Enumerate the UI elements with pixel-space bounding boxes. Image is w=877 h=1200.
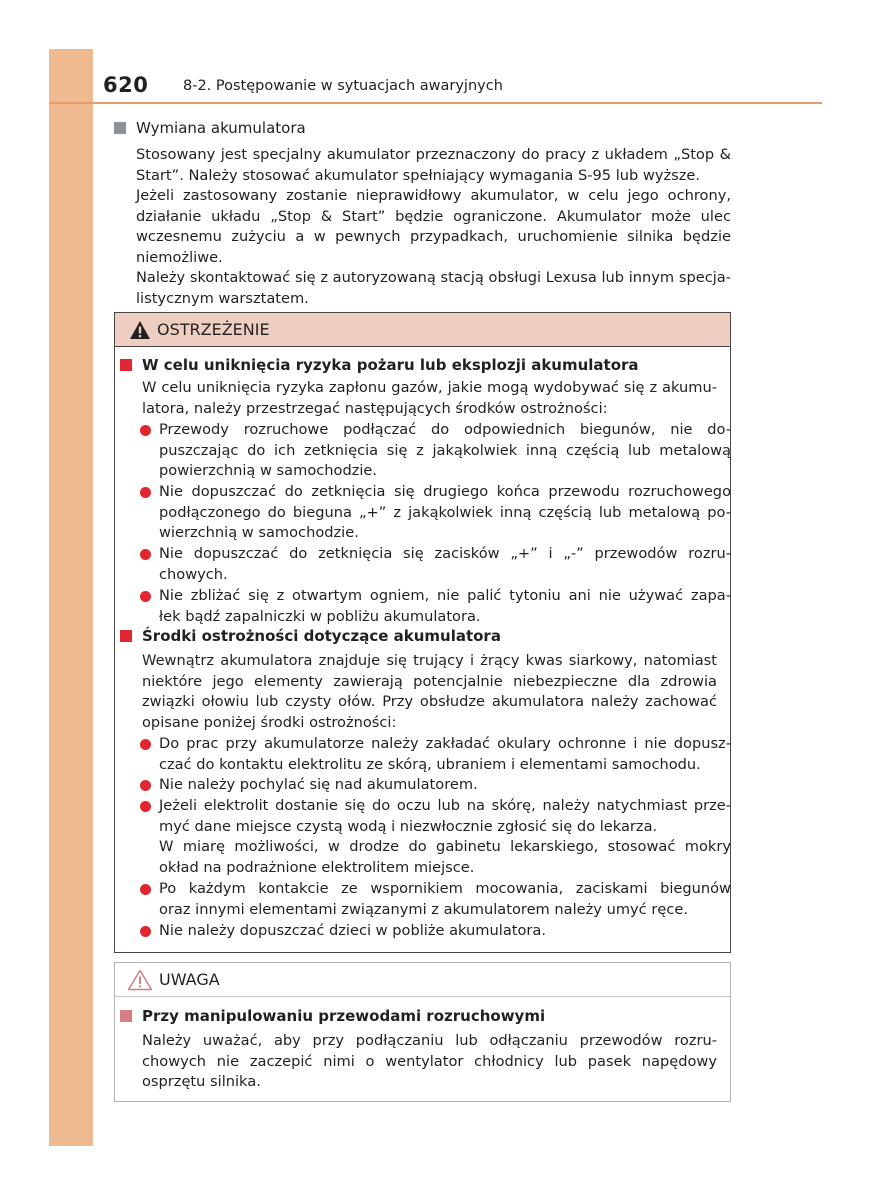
text-line: myć dane miejsce czystą wodą i niezwłocznie zgłosić się do lekarza.	[159, 817, 658, 835]
text-line: czać do kontaktu elektrolitu ze skórą, ubraniem i elementami samochodu.	[159, 755, 701, 773]
square-bullet-icon	[120, 1010, 132, 1022]
section-title: Wymiana akumulatora	[136, 119, 306, 137]
text-line: działanie układu „Stop & Start” będzie ograniczone. Akumulator może ulec	[136, 207, 731, 225]
text-line: niektóre jego elementy zawierają potencjalnie niebezpieczne dla zdrowia	[142, 672, 717, 690]
text-line: Przewody rozruchowe podłączać do odpowiednich biegunów, nie do-	[159, 421, 731, 438]
text-line: łek bądź zapalniczki w pobliżu akumulatora.	[159, 607, 481, 625]
text-line: Stosowany jest specjalny akumulator przeznaczony do pracy z układem „Stop &	[136, 146, 731, 163]
text-line: Nie należy pochylać się nad akumulatorem.	[159, 776, 478, 793]
text-line: Do prac przy akumulatorze należy zakładać okulary ochronne i nie dopusz-	[159, 735, 731, 752]
header-rule	[49, 102, 822, 104]
chapter-tab-stripe	[49, 49, 93, 1146]
warning-triangle-outline-icon	[127, 969, 153, 991]
warning-subheading-precautions	[120, 627, 501, 645]
warning-subheading-fire	[120, 356, 639, 374]
square-bullet-icon	[120, 359, 132, 371]
section1-body	[136, 145, 731, 309]
text-line: Nie dopuszczać do zetknięcia się zacisków „+” i „-” przewodów rozru-	[159, 545, 731, 562]
text-line: Nie zbliżać się z otwartym ogniem, nie palić tytoniu ani nie używać zapa-	[159, 587, 731, 604]
text-line: Nie dopuszczać do zetknięcia się drugiego końca przewodu rozruchowego	[159, 483, 731, 500]
text-line: W celu uniknięcia ryzyka zapłonu gazów, jakie mogą wydobywać się z akumu-	[142, 379, 717, 396]
warning-sub1-intro	[142, 378, 717, 419]
text-line: chowych.	[159, 565, 228, 583]
caution-label: UWAGA	[159, 970, 220, 989]
text-line: oraz innymi elementami związanymi z akumulatorem należy umyć ręce.	[159, 900, 688, 918]
text-line: powierzchnią w samochodzie.	[159, 462, 378, 479]
text-line: Należy skontaktować się z autoryzowaną stacją obsługi Lexusa lub innym specja-	[136, 269, 731, 286]
text-line: Nie należy dopuszczać dzieci w pobliże akumulatora.	[159, 922, 546, 939]
square-bullet-icon	[114, 122, 126, 134]
section-heading-battery-replacement	[114, 119, 306, 137]
red-dot-bullet-icon	[140, 425, 151, 436]
warning-triangle-filled-icon	[129, 320, 151, 340]
text-line: podłączonego do bieguna „+” z jakąkolwiek inną częścią lub metalową po-	[159, 503, 731, 521]
subheading-title: Środki ostrożności dotyczące akumulatora	[142, 627, 501, 645]
text-line: Jeżeli zastosowany zostanie nieprawidłowy akumulator, w celu jego ochrony,	[136, 187, 731, 204]
red-dot-bullet-icon	[140, 591, 151, 602]
red-dot-bullet-icon	[140, 487, 151, 498]
page-number: 620	[103, 73, 149, 97]
text-line: osprzętu silnika.	[142, 1073, 261, 1090]
warning-sub2-intro	[142, 651, 717, 733]
red-dot-bullet-icon	[140, 549, 151, 560]
text-line: niemożliwe.	[136, 248, 223, 266]
caution-header	[115, 963, 730, 997]
subheading-title: W celu uniknięcia ryzyka pożaru lub eksplozji akumulatora	[142, 356, 639, 374]
square-bullet-icon	[120, 630, 132, 642]
chapter-title: 8-2. Postępowanie w sytuacjach awaryjnych	[183, 78, 503, 94]
text-line: wierzchnią w samochodzie.	[159, 524, 359, 541]
warning-header	[115, 313, 730, 347]
text-line: puszczając do ich zetknięcia się z jakąkolwiek inną częścią lub metalową	[159, 441, 731, 459]
red-dot-bullet-icon	[140, 884, 151, 895]
text-line: W miarę możliwości, w drodze do gabinetu lekarskiego, stosować mokry	[159, 838, 731, 855]
text-line: chowych nie zaczepić nimi o wentylator chłodnicy lub pasek napędowy	[142, 1052, 717, 1070]
red-dot-bullet-icon	[140, 739, 151, 750]
text-line: okład na podrażnione elektrolitem miejsce.	[159, 858, 475, 876]
text-line: związki ołowiu lub czysty ołów. Przy obsłudze akumulatora należy zachować	[142, 693, 717, 710]
text-line: listycznym warsztatem.	[136, 289, 309, 307]
text-line: Start”. Należy stosować akumulator spełniający wymagania S-95 lub wyższe.	[136, 166, 701, 184]
text-line: Jeżeli elektrolit dostanie się do oczu lub na skórę, należy natychmiast prze-	[159, 797, 731, 814]
red-dot-bullet-icon	[140, 926, 151, 937]
red-dot-bullet-icon	[140, 780, 151, 791]
text-line: opisane poniżej środki ostrożności:	[142, 713, 397, 731]
text-line: Po każdym kontakcie ze wspornikiem mocowania, zaciskami biegunów	[159, 880, 731, 897]
caution-subheading	[120, 1007, 545, 1025]
text-line: latora, należy przestrzegać następujących środków ostrożności:	[142, 399, 608, 417]
text-line: Należy uważać, aby przy podłączaniu lub odłączaniu przewodów rozru-	[142, 1032, 717, 1049]
text-line: Wewnątrz akumulatora znajduje się trujący i żrący kwas siarkowy, natomiast	[142, 652, 717, 669]
warning-label: OSTRZEŻENIE	[157, 320, 270, 339]
text-line: wczesnemu zużyciu a w pewnych przypadkach, uruchomienie silnika będzie	[136, 228, 731, 245]
caution-body	[142, 1031, 717, 1093]
red-dot-bullet-icon	[140, 801, 151, 812]
subheading-title: Przy manipulowaniu przewodami rozruchowymi	[142, 1007, 546, 1025]
